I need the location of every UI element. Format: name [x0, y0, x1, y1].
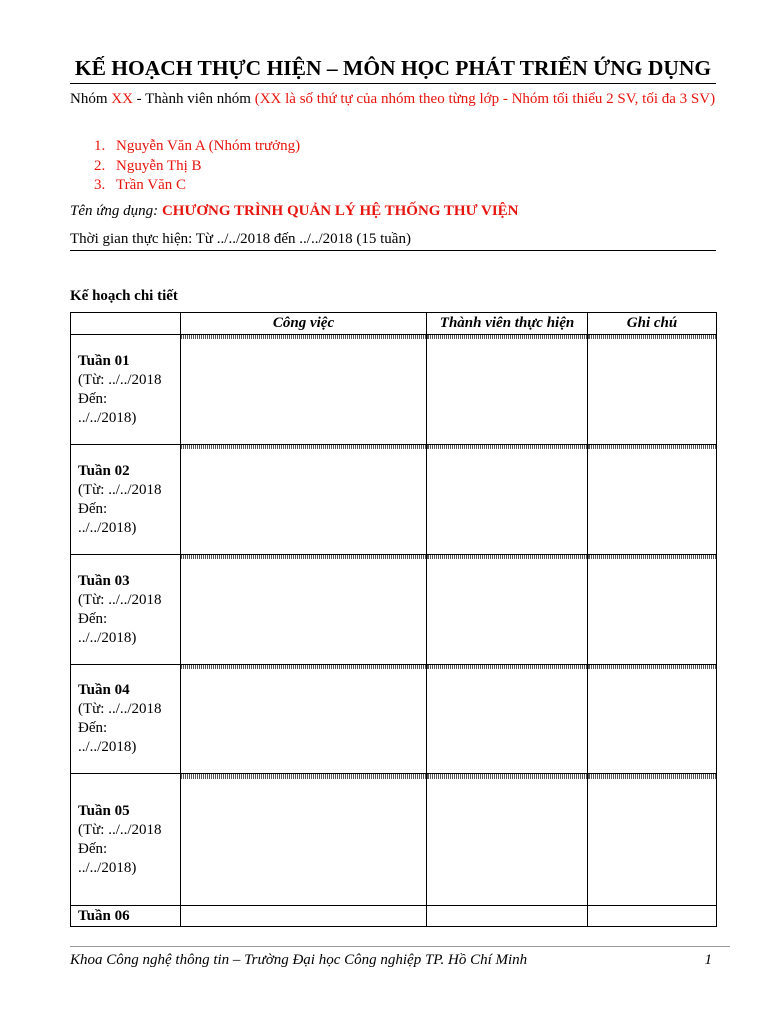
note-cell[interactable] [588, 665, 717, 774]
week-to-label: Đến: [78, 610, 108, 627]
week-to: ../../2018) [78, 629, 137, 646]
table-header-row [71, 313, 717, 335]
task-cell[interactable] [181, 445, 427, 555]
member-cell[interactable] [427, 665, 588, 774]
week-from: (Từ: ../../2018 [78, 371, 162, 388]
table-row [71, 774, 717, 906]
week-from: (Từ: ../../2018 [78, 821, 162, 838]
page-number: 1 [704, 952, 712, 968]
member-item [94, 137, 300, 157]
member-number: 2. [94, 157, 106, 174]
week-label: Tuần 03 [78, 572, 130, 589]
header-week [71, 313, 181, 335]
group-separator: - Thành viên nhóm [132, 91, 255, 107]
table-row [71, 906, 717, 927]
member-name: Trần Văn C [116, 177, 187, 193]
week-label: Tuần 02 [78, 462, 130, 479]
member-cell[interactable] [427, 445, 588, 555]
app-label: Tên ứng dụng: [70, 203, 159, 219]
member-cell[interactable] [427, 774, 588, 906]
task-cell[interactable] [181, 665, 427, 774]
member-cell[interactable] [427, 555, 588, 665]
week-cell [71, 335, 181, 445]
table-row [71, 445, 717, 555]
member-cell[interactable] [427, 906, 588, 927]
week-from: (Từ: ../../2018 [78, 481, 162, 498]
week-label: Tuần 05 [78, 802, 130, 819]
member-name: Nguyễn Thị B [116, 157, 202, 174]
timeline-divider [70, 250, 716, 251]
task-cell[interactable] [181, 335, 427, 445]
group-number: XX [111, 91, 133, 107]
table-row [71, 335, 717, 445]
week-to-label: Đến: [78, 720, 108, 736]
app-name-line [70, 202, 716, 221]
header-note: Ghi chú [588, 313, 717, 335]
week-to-label: Đến: [78, 390, 108, 407]
member-number: 3. [94, 177, 106, 193]
note-cell[interactable] [588, 774, 717, 906]
group-note: (XX là số thứ tự của nhóm theo từng lớp - Nhóm tối thiểu 2 SV, tối đa 3 SV) [254, 91, 716, 107]
week-label: Tuần 06 [78, 907, 130, 924]
week-to: ../../2018) [78, 859, 137, 876]
note-cell[interactable] [588, 555, 717, 665]
note-cell[interactable] [588, 445, 717, 555]
app-name: CHƯƠNG TRÌNH QUẢN LÝ HỆ THỐNG THƯ VIỆN [161, 203, 519, 219]
footer-text: Khoa Công nghệ thông tin – Trường Đại học Công nghiệp TP. Hồ Chí Minh [70, 952, 528, 968]
note-cell[interactable] [588, 335, 717, 445]
title-divider [70, 83, 716, 84]
note-cell[interactable] [588, 906, 717, 927]
week-label: Tuần 04 [78, 682, 130, 698]
week-to-label: Đến: [78, 500, 108, 517]
week-cell [71, 665, 181, 774]
member-number: 1. [94, 138, 106, 154]
task-cell[interactable] [181, 774, 427, 906]
timeline-text: Thời gian thực hiện: Từ ../../2018 đến ../../2018 (15 tuần) [70, 231, 411, 247]
week-to: ../../2018) [78, 409, 137, 426]
week-cell [71, 555, 181, 665]
member-list [94, 137, 300, 196]
member-name: Nguyễn Văn A (Nhóm trưởng) [116, 138, 301, 154]
week-to: ../../2018) [78, 519, 137, 536]
week-cell [71, 774, 181, 906]
header-member: Thành viên thực hiện [427, 313, 588, 335]
member-item [94, 176, 300, 196]
document-title: KẾ HOẠCH THỰC HIỆN – MÔN HỌC PHÁT TRIỂN ỨNG DỤNG [74, 56, 712, 80]
table-row [71, 555, 717, 665]
header-task: Công việc [181, 313, 427, 335]
week-cell [71, 906, 181, 927]
week-from: (Từ: ../../2018 [78, 591, 162, 608]
member-item [94, 157, 300, 177]
task-cell[interactable] [181, 906, 427, 927]
task-cell[interactable] [181, 555, 427, 665]
week-from: (Từ: ../../2018 [78, 701, 162, 717]
group-label: Nhóm [70, 91, 112, 107]
week-to-label: Đến: [78, 840, 108, 857]
week-to: ../../2018) [78, 739, 137, 755]
plan-heading: Kế hoạch chi tiết [70, 288, 178, 304]
plan-table [70, 312, 717, 927]
table-row [71, 665, 717, 774]
footer-divider [70, 946, 730, 947]
group-line [70, 90, 716, 109]
week-label: Tuần 01 [78, 352, 130, 369]
week-cell [71, 445, 181, 555]
member-cell[interactable] [427, 335, 588, 445]
